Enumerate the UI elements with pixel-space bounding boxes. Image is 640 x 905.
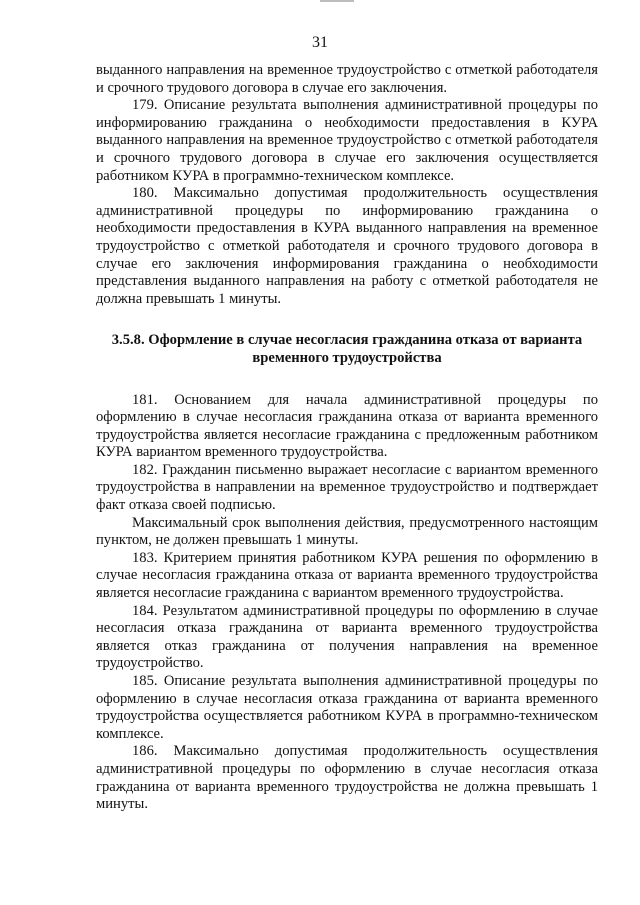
paragraph-179: 179. Описание результата выполнения административной процедуры по информированию гражданина о необходимости предоставления в КУРА выданного направления на временное трудоустройство с отметкой работодателя и срочного трудового договора в случае его заключения осуществляется работником КУРА в программно-техническом комплексе.: [96, 97, 598, 184]
page-number: 31: [312, 34, 328, 51]
paragraph-182: 182. Гражданин письменно выражает несогласие с вариантом временного трудоустройства в направлении на временное трудоустройство и подтверждает факт отказа своей подписью.: [96, 461, 598, 514]
section-heading: 3.5.8. Оформление в случае несогласия гражданина отказа от варианта временного трудоустройства: [111, 332, 583, 366]
paragraph-184: 184. Результатом административной процедуры по оформлению в случае несогласия отказа гражданина от варианта временного трудоустройства является отказ гражданина от получения направления на временное трудоустройство.: [96, 602, 598, 672]
document-body: [96, 62, 598, 814]
paragraph-185: 185. Описание результата выполнения административной процедуры по оформлению в случае несогласия отказа гражданина от варианта временного трудоустройства осуществляется работником КУРА в программно-техническом комплексе.: [96, 673, 598, 742]
paragraph-181: 181. Основанием для начала административной процедуры по оформлению в случае несогласия гражданина отказа от варианта временного трудоустройства является несогласие гражданина с предложенным работником КУРА вариантом временного трудоустройства.: [96, 391, 598, 461]
paragraph-183: 183. Критерием принятия работником КУРА решения по оформлению в случае несогласия гражданина отказа от варианта временного трудоустройства является несогласие гражданина с вариантом временного трудоустройства.: [96, 549, 598, 602]
paragraph-continuation: выданного направления на временное трудоустройство с отметкой работодателя и срочного трудового договора в случае его заключения.: [96, 62, 598, 96]
paragraph-186: 186. Максимально допустимая продолжительность осуществления административной процедуры по оформлению в случае несогласия отказа гражданина от варианта временного трудоустройства не должна превышать 1 минуты.: [96, 743, 598, 813]
paragraph-182-term: Максимальный срок выполнения действия, предусмотренного настоящим пунктом, не должен превышать 1 минуты.: [96, 514, 598, 549]
scan-edge-mark: [320, 0, 354, 2]
paragraph-180: 180. Максимально допустимая продолжительность осуществления административной процедуры по информированию гражданина о необходимости предоставления в КУРА выданного направления на временное трудоустройство с отметкой работодателя и срочного трудового договора в случае его заключения информирования гражданина о необходимости представления выданного направления на работу с отметкой работодателя не должна превышать 1 минуты.: [96, 185, 598, 307]
